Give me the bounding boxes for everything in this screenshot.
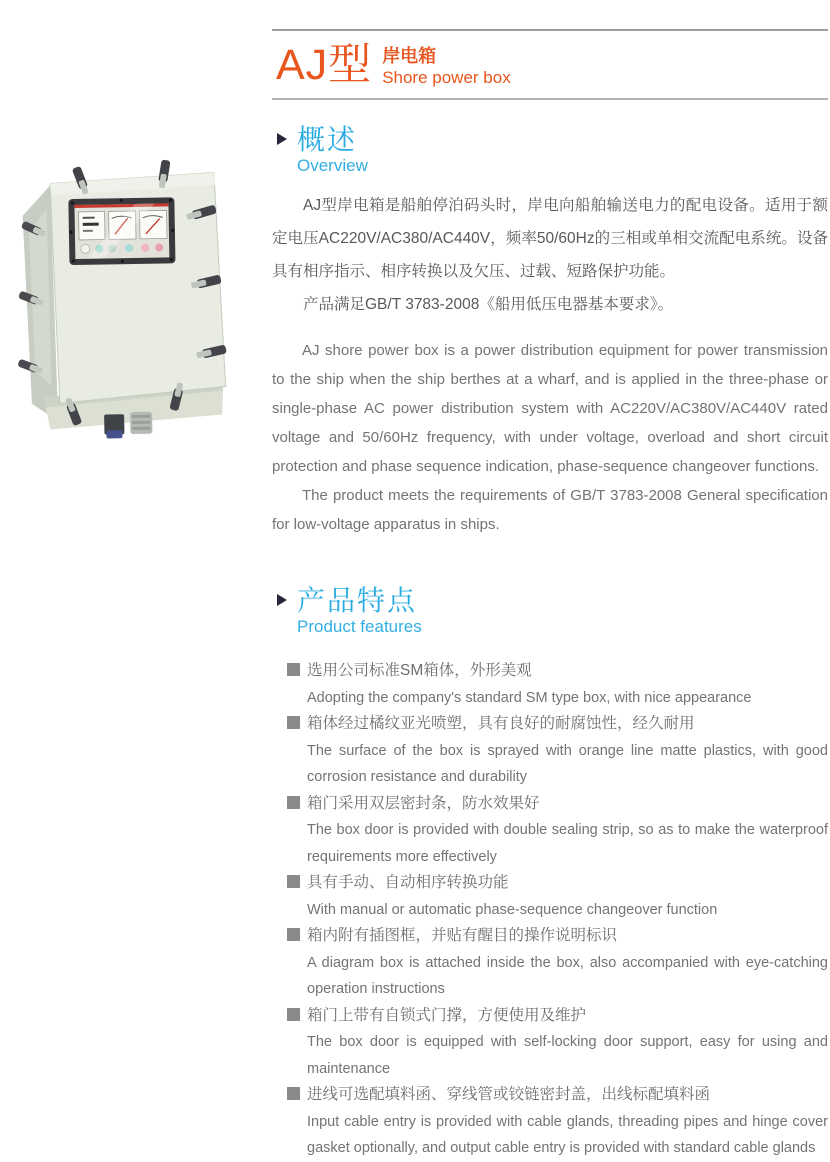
overview-paragraph-cn-2: 产品满足GB/T 3783-2008《船用低压电器基本要求》。 (303, 296, 674, 313)
feature-item (287, 711, 828, 791)
product-title-block (272, 31, 828, 98)
overview-heading-cn: 概述 (297, 124, 358, 155)
overview-heading (272, 124, 828, 177)
feature-bullet-icon (287, 796, 300, 809)
feature-cn (287, 791, 828, 818)
feature-item (287, 791, 828, 871)
shore-power-box-photo (8, 134, 260, 456)
overview-paragraph-en-2: The product meets the requirements of GB/T 3783-2008 General specification for low-voltage apparatus in ships. (272, 487, 828, 533)
feature-item (287, 658, 828, 711)
feature-cn (287, 870, 828, 897)
product-name-cn: 岸电箱 (382, 46, 437, 66)
feature-en: With manual or automatic phase-sequence changeover function (307, 901, 718, 918)
meter-window (68, 197, 175, 265)
product-name-en: Shore power box (382, 68, 511, 87)
feature-bullet-icon (287, 663, 300, 676)
feature-cn-text: 选用公司标准SM箱体，外形美观 (307, 662, 532, 679)
feature-cn (287, 923, 828, 950)
feature-bullet-icon (287, 716, 300, 729)
feature-en: Adopting the company's standard SM type box, with nice appearance (307, 689, 752, 706)
feature-cn (287, 711, 828, 738)
feature-cn-text: 箱门上带有自锁式门撑，方便使用及维护 (307, 1006, 587, 1024)
feature-cn-text: 箱门采用双层密封条，防水效果好 (307, 794, 540, 812)
feature-item (287, 870, 828, 923)
title-divider (272, 98, 828, 100)
content-column (272, 0, 828, 1162)
feature-cn-text: 箱内附有插图框，并贴有醒目的操作说明标识 (307, 927, 618, 944)
feature-cn (287, 1003, 828, 1030)
feature-en: The box door is equipped with self-locking door support, easy for using and maintenance (307, 1034, 828, 1077)
section-arrow-icon (277, 133, 287, 145)
feature-bullet-icon (287, 928, 300, 941)
features-heading-cn: 产品特点 (297, 585, 418, 616)
overview-paragraph-en-1: AJ shore power box is a power distribution equipment for power transmission to the ship when the ship berthes at a wharf, and is applied in the three-phase or single-phase AC power distribution system with AC220V/AC380V/AC440V rated voltage and 50/60Hz frequency, with under voltage, overload and short circuit protection and phase sequence indication, phase-sequence changeover functions. (272, 342, 828, 475)
feature-cn-text: 进线可选配填料函、穿线管或铰链密封盖，出线标配填料函 (307, 1086, 711, 1103)
section-arrow-icon (277, 594, 287, 606)
feature-cn (287, 658, 828, 685)
feature-bullet-icon (287, 1008, 300, 1021)
features-list (272, 658, 828, 1162)
product-photo (8, 134, 260, 456)
feature-cn-text: 箱体经过橘纹亚光喷塑，具有良好的耐腐蚀性，经久耐用 (307, 715, 695, 732)
feature-bullet-icon (287, 875, 300, 888)
feature-cn-text: 具有手动、自动相序转换功能 (307, 874, 509, 891)
feature-en: Input cable entry is provided with cable glands, threading pipes and hinge cover gasket optionally, and output cable entry is provided with standard cable glands (307, 1113, 828, 1156)
feature-bullet-icon (287, 1087, 300, 1100)
overview-paragraph-cn-1: AJ型岸电箱是船舶停泊码头时，岸电向船舶输送电力的配电设备。适用于额定电压AC220V/AC380/AC440V，频率50/60Hz的三相或单相交流配电系统。设备具有相序指示、相序转换以及欠压、过载、短路保护功能。 (272, 197, 828, 280)
overview-heading-en: Overview (297, 156, 368, 175)
feature-cn (287, 1082, 828, 1109)
product-model: AJ型 (276, 41, 373, 89)
feature-en: The box door is provided with double sealing strip, so as to make the waterproof requirements more effectively (307, 822, 828, 865)
feature-en: A diagram box is attached inside the box, also accompanied with eye-catching operation instructions (307, 954, 828, 997)
features-heading (272, 585, 828, 638)
product-title-sub (382, 40, 511, 88)
features-heading-en: Product features (297, 617, 422, 636)
feature-item (287, 1003, 828, 1083)
feature-item (287, 923, 828, 1003)
feature-item (287, 1082, 828, 1162)
feature-en: The surface of the box is sprayed with orange line matte plastics, with good corrosion resistance and durability (307, 742, 828, 785)
